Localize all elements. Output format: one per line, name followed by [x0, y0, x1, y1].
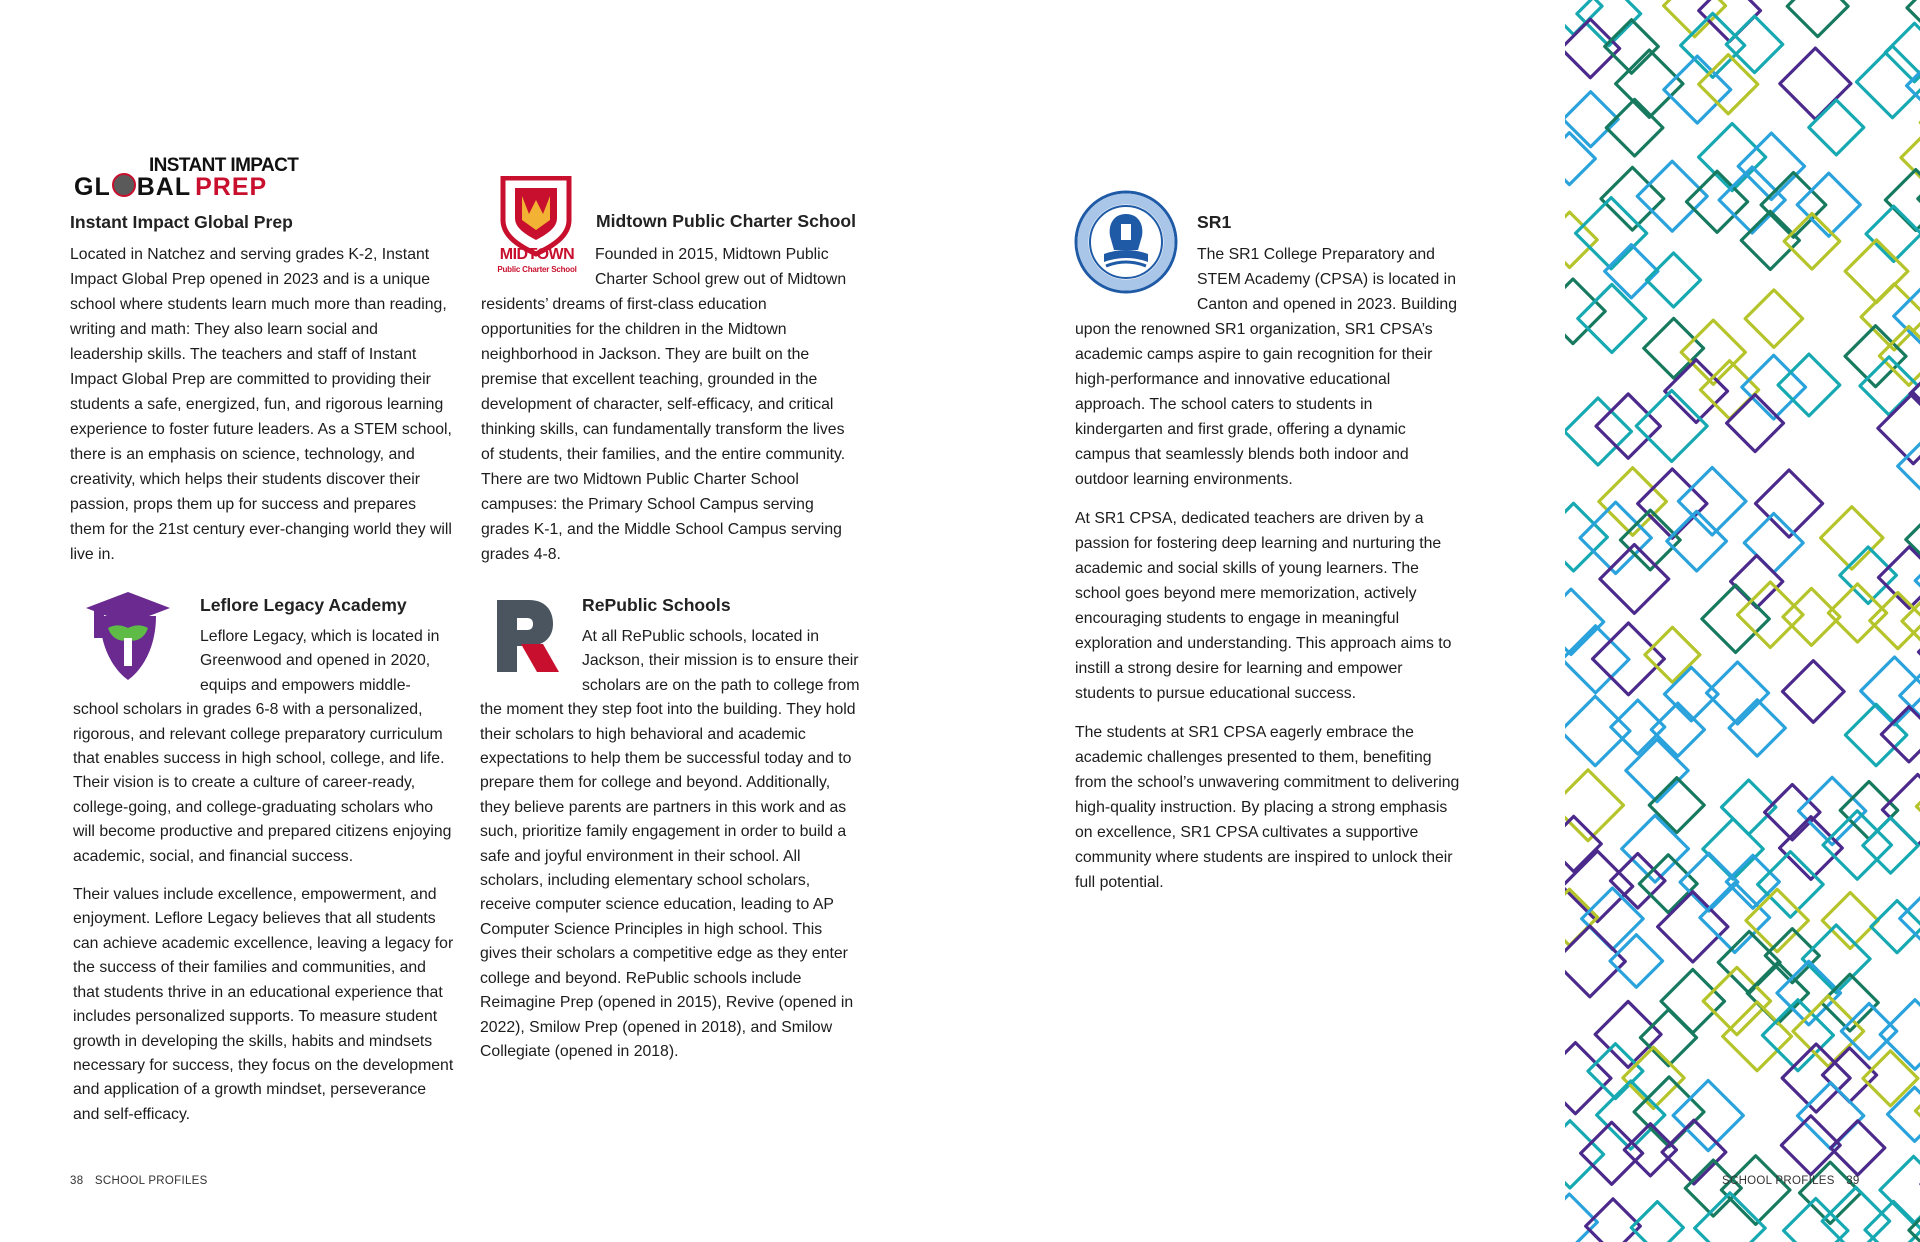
pattern-diamond: [1888, 1087, 1920, 1141]
leflore-body-1: Leflore Legacy, which is located in Greenwood and opened in 2020, equips and empowers middle-school scholars in grades 6-8 with a personalized, rigorous, and relevant college preparatory curriculum that enables success in high school, college, and life. Their vision is to create a culture of career-ready, college-going, and college-graduating scholars who will become productive and prepared citizens enjoying academic, social, and financial success.: [73, 628, 452, 865]
midtown-body: Founded in 2015, Midtown Public Charter School grew out of Midtown residents’ dreams of first-class education opportunities for the children in the Midtown neighborhood in Jackson. They are built on the premise that excellent teaching, grounded in the development of character, self-efficacy, and critical thinking skills, can fundamentally transform the lives of students, their families, and the entire community. There are two Midtown Public Charter School campuses: the Primary School Campus serving grades K-1, and the Middle School Campus serving grades 4-8.: [481, 246, 847, 563]
leflore-body-2: Their values include excellence, empowerment, and enjoyment. Leflore Legacy believes that all students can achieve academic excellence, leaving a legacy for the success of their families and communities, and that students thrive in an educational experience that includes personalized supports. To measure student growth in developing the skills, habits and mindsets necessary for success, they focus on the development and application of a growth mindset, perseverance and self-efficacy.: [73, 886, 454, 1123]
pattern-diamond: [1565, 926, 1625, 997]
pattern-diamond: [1797, 1083, 1863, 1149]
pattern-diamond: [1565, 92, 1618, 147]
pattern-diamond: [1626, 739, 1688, 801]
pattern-diamond: [1787, 0, 1848, 37]
pattern-diamond: [1721, 1156, 1790, 1225]
pattern-diamond: [1894, 280, 1920, 351]
pattern-diamond: [1758, 852, 1824, 918]
midtown-body-block: [481, 242, 861, 567]
pattern-diamond: [1565, 133, 1595, 185]
pattern-diamond: [1745, 290, 1803, 348]
leflore-body-block: [73, 625, 455, 1141]
globe-icon: [112, 173, 136, 197]
pattern-diamond: [1565, 696, 1630, 765]
midtown-logo-sub: Public Charter School: [497, 265, 577, 274]
pattern-diamond: [1645, 627, 1700, 682]
pattern-diamond: [1565, 626, 1629, 693]
pattern-diamond: [1631, 1202, 1683, 1242]
page-number-right: 39: [1846, 1175, 1860, 1187]
pattern-diamond: [1649, 778, 1704, 833]
pattern-diamond: [1640, 1010, 1696, 1066]
pattern-diamond: [1871, 901, 1920, 953]
sr1-body-2: At SR1 CPSA, dedicated teachers are driven by a passion for fostering deep learning and nurturing the academic and social skills of young learners. The school goes beyond mere memorization, actively encouraging students to engage in meaningful exploration and understanding. This approach aims to instill a strong desire for learning and empower students to pursue educational success.: [1075, 510, 1452, 702]
pattern-diamond: [1729, 700, 1785, 756]
pattern-diamond: [1565, 770, 1623, 841]
pattern-diamond: [1646, 253, 1700, 307]
pattern-diamond: [1664, 56, 1731, 123]
pattern-diamond: [1565, 851, 1633, 922]
page-number-left: 38: [70, 1175, 84, 1187]
pattern-diamond: [1565, 1121, 1604, 1188]
pattern-diamond: [1845, 326, 1906, 387]
pattern-diamond: [1703, 967, 1770, 1034]
pattern-diamond: [1605, 20, 1659, 74]
republic-title: RePublic Schools: [582, 595, 731, 615]
section-label-right: SCHOOL PROFILES: [1722, 1175, 1835, 1187]
pattern-diamond: [1719, 167, 1785, 233]
pattern-diamond: [1885, 170, 1920, 231]
pattern-diamond: [1623, 1047, 1684, 1108]
pattern-diamond: [1727, 395, 1784, 452]
pattern-diamond: [1611, 700, 1665, 754]
sr1-title: SR1: [1197, 212, 1232, 232]
midtown-logo-word: MIDTOWN: [499, 246, 575, 263]
instant-impact-body: Located in Natchez and serving grades K-2, Instant Impact Global Prep opened in 2023 and is a unique school where students learn much more than reading, writing and math: They also learn social and leadership skills. The teachers and staff of Instant Impact Global Prep are committed to providing their students a safe, energized, fun, and rigorous learning experience to foster future leaders. As a STEM school, there is an emphasis on science, technology, and creativity, which helps their students discover their passion, props them up for success and prepares them for the 21st century ever-changing world they will live in.: [70, 246, 452, 563]
pattern-diamond: [1605, 245, 1658, 298]
instant-impact-title: Instant Impact Global Prep: [70, 212, 293, 232]
pattern-diamond: [1726, 16, 1782, 72]
pattern-diamond: [1797, 173, 1860, 236]
pattern-diamond: [1898, 431, 1920, 501]
pattern-diamond: [1866, 206, 1920, 261]
pattern-diamond: [1738, 133, 1804, 199]
section-label-left: SCHOOL PROFILES: [94, 1175, 208, 1187]
pattern-diamond: [1565, 589, 1604, 654]
pattern-diamond: [1606, 99, 1663, 156]
pattern-diamond: [1723, 1002, 1792, 1071]
pattern-diamond: [1638, 469, 1707, 538]
pattern-diamond: [1651, 703, 1704, 756]
pattern-diamond: [1809, 100, 1864, 155]
pattern-diamond: [1901, 130, 1920, 186]
republic-body-block: [480, 625, 862, 1064]
pattern-diamond: [1582, 888, 1644, 950]
pattern-diamond: [1661, 969, 1724, 1032]
pattern-diamond: [1599, 468, 1667, 536]
sr1-body-block: [1075, 242, 1461, 909]
footer-left: [70, 1175, 208, 1187]
pattern-diamond: [1845, 240, 1908, 303]
republic-body: At all RePublic schools, located in Jackson, their mission is to ensure their scholars are on the path to college from the moment they step foot into the building. They hold their scholars to high behavioral and academic expectations to help them be successful today and to prepare them for college and beyond. Additionally, they believe parents are partners in this work and as such, prioritize family engagement in order to build a safe and joyful environment in their school. All scholars, including elementary school scholars, receive computer science education, leading to AP Computer Science Principles in high school. This gives their scholars a competitive edge as they enter college and beyond. RePublic schools include Reimagine Prep (opened in 2015), Revive (opened in 2022), Smilow Prep (opened in 2018), and Smilow Collegiate (opened in 2018).: [480, 628, 860, 1060]
sr1-body-1: The SR1 College Preparatory and STEM Academy (CPSA) is located in Canton and opened in 2023. Building upon the renowned SR1 organization, SR1 CPSA’s academic camps aspire to gain recognition for their high-performance and innovative educational approach. The school caters to students in kindergarten and first grade, offering a dynamic campus that seamlessly blends both indoor and outdoor learning environments.: [1075, 246, 1457, 488]
instant-impact-logo: [74, 155, 304, 203]
pattern-diamond: [1821, 507, 1883, 569]
pattern-diamond: [1780, 48, 1851, 119]
pattern-diamond: [1664, 667, 1718, 721]
pattern-diamond: [1840, 782, 1898, 840]
pattern-diamond: [1845, 704, 1906, 765]
instant-impact-logo-prep: PREP: [195, 173, 268, 201]
pattern-diamond: [1916, 775, 1920, 839]
pattern-diamond: [1761, 173, 1826, 238]
pattern-diamond: [1882, 774, 1920, 845]
pattern-diamond: [1644, 318, 1704, 378]
pattern-diamond: [1784, 214, 1840, 270]
pattern-diamond: [1782, 661, 1844, 723]
pattern-diamond: [1865, 1201, 1920, 1242]
pattern-diamond: [1662, 1120, 1726, 1184]
footer-right: [1722, 1175, 1860, 1187]
sr1-body-3: The students at SR1 CPSA eagerly embrace the academic challenges presented to them, benefiting from the school’s unwavering commitment to delivering high-quality instruction. By placing a strong emphasis on excellence, SR1 CPSA cultivates a supportive community where students are inspired to unlock their full potential.: [1075, 724, 1460, 891]
pattern-diamond: [1861, 657, 1920, 725]
instant-impact-logo-gl: GL: [74, 173, 111, 201]
instant-impact-logo-bal: BAL: [136, 173, 192, 201]
pattern-diamond: [1636, 390, 1707, 461]
pattern-diamond: [1680, 853, 1738, 911]
instant-impact-logo-line1: INSTANT IMPACT: [149, 155, 299, 176]
midtown-title: Midtown Public Charter School: [596, 211, 857, 231]
pattern-diamond: [1741, 211, 1799, 269]
pattern-diamond: [1880, 1156, 1920, 1223]
pattern-diamond: [1906, 511, 1920, 568]
pattern-diamond: [1731, 555, 1783, 607]
leflore-title: Leflore Legacy Academy: [200, 595, 407, 615]
pattern-diamond: [1885, 23, 1920, 81]
sr1-ring-text: [1074, 190, 1075, 191]
pattern-diamond: [1565, 398, 1631, 465]
pattern-diamond: [1878, 547, 1920, 608]
diamond-pattern-decoration: [1565, 0, 1920, 1242]
pattern-diamond: [1637, 161, 1707, 231]
